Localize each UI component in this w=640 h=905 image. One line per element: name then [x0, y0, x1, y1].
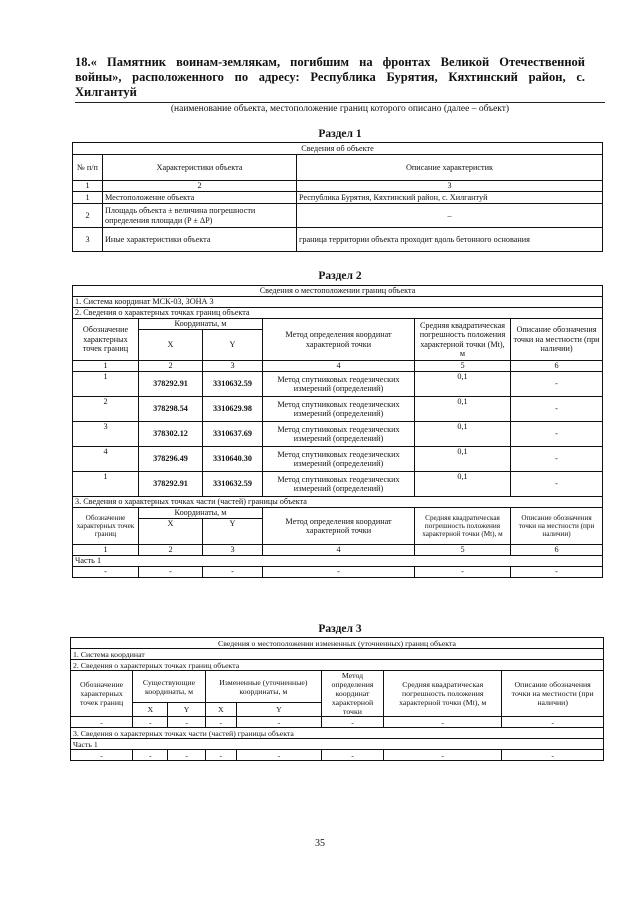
empty-cell: - [502, 717, 604, 728]
col-number: 1 [73, 361, 139, 372]
col-header-changed: Измененные (уточненные) координаты, м [205, 671, 321, 703]
empty-cell: - [236, 750, 321, 761]
row-characteristic: Местоположение объекта [103, 192, 297, 204]
col-header-desc: Описание обозначения точки на местности (при наличии) [511, 508, 603, 545]
col-header-point: Обозначение характерных точек границ [71, 671, 133, 717]
part-label: Часть 1 [71, 739, 604, 750]
point-id: 4 [73, 447, 139, 472]
col-number: 1 [73, 545, 139, 556]
point-desc: - [511, 372, 603, 397]
col-header-existing: Существующие координаты, м [133, 671, 206, 703]
page-number: 35 [315, 838, 325, 849]
col-number: 6 [511, 361, 603, 372]
point-desc: - [511, 422, 603, 447]
row-number: 1 [73, 192, 103, 204]
point-accuracy: 0,1 [415, 372, 511, 397]
col-number: 2 [139, 545, 203, 556]
empty-cell: - [73, 567, 139, 578]
empty-cell: - [71, 750, 133, 761]
row-number: 2 [73, 204, 103, 228]
col-header-accuracy: Средняя квадратическая погрешность положения характерной точки (Mt), м [384, 671, 502, 717]
section3-table-title: Сведения о местоположении измененных (уточненных) границ объекта [71, 638, 604, 649]
row-number: 3 [73, 228, 103, 252]
row-description: Республика Бурятия, Кяхтинский район, с. Хилгантуй [297, 192, 603, 204]
point-x: 378292.91 [139, 372, 203, 397]
section1-table-title: Сведения об объекте [73, 143, 603, 155]
col-number: 4 [263, 545, 415, 556]
col-header-method: Метод определения координат характерной точки [321, 671, 383, 717]
empty-cell: - [321, 717, 383, 728]
col-header-x: X [133, 703, 168, 717]
col-header-y: Y [203, 330, 263, 361]
point-y: 3310632.59 [203, 372, 263, 397]
heading-underline [75, 102, 605, 103]
empty-cell: - [168, 717, 205, 728]
point-id: 1 [73, 372, 139, 397]
coordinate-system: 1. Система координат МСК-03, ЗОНА 3 [73, 297, 603, 308]
empty-cell: - [139, 567, 203, 578]
point-accuracy: 0,1 [415, 422, 511, 447]
empty-cell: - [71, 717, 133, 728]
document-heading: 18.« Памятник воинам-землякам, погибшим на фронтах Великой Отечественной войны», расположенного по адресу: Республика Бурятия, Кяхтинский район, с. Хилгантуй [75, 55, 585, 99]
col-header-y: Y [236, 703, 321, 717]
table-row [73, 204, 603, 228]
empty-cell: - [321, 750, 383, 761]
table-row [73, 422, 603, 447]
col-number: 6 [511, 545, 603, 556]
col-header-x: X [205, 703, 236, 717]
section1-title: Раздел 1 [318, 128, 362, 140]
section2-table [72, 285, 603, 578]
parts-subheading: 3. Сведения о характерных точках части (частей) границы объекта [71, 728, 604, 739]
point-id: 2 [73, 397, 139, 422]
col-header-x: X [139, 330, 203, 361]
section3-title: Раздел 3 [318, 623, 362, 635]
point-y: 3310640.30 [203, 447, 263, 472]
point-accuracy: 0,1 [415, 472, 511, 497]
point-y: 3310629.98 [203, 397, 263, 422]
section2-table-title: Сведения о местоположении границ объекта [73, 286, 603, 297]
table-row [71, 750, 604, 761]
points-subheading: 2. Сведения о характерных точках границ объекта [71, 660, 604, 671]
point-accuracy: 0,1 [415, 397, 511, 422]
table-row [73, 472, 603, 497]
part-label: Часть 1 [73, 556, 603, 567]
point-y: 3310632.59 [203, 472, 263, 497]
col-header-desc: Описание обозначения точки на местности (при наличии) [511, 319, 603, 361]
point-y: 3310637.69 [203, 422, 263, 447]
point-desc: - [511, 472, 603, 497]
empty-cell: - [205, 717, 236, 728]
empty-cell: - [203, 567, 263, 578]
col-header-point: Обозначение характерных точек границ [73, 508, 139, 545]
coordinate-system: 1. Система координат [71, 649, 604, 660]
table-row [73, 447, 603, 472]
col-header-coords: Координаты, м [139, 319, 263, 330]
col-header-num: № п/п [73, 155, 103, 181]
col-header-method: Метод определения координат характерной точки [263, 319, 415, 361]
section3-table [70, 637, 604, 761]
empty-cell: - [236, 717, 321, 728]
row-characteristic: Иные характеристики объекта [103, 228, 297, 252]
empty-cell: - [384, 750, 502, 761]
point-method: Метод спутниковых геодезических измерений (определений) [263, 472, 415, 497]
table-row [71, 717, 604, 728]
col-number: 2 [139, 361, 203, 372]
empty-cell: - [502, 750, 604, 761]
point-method: Метод спутниковых геодезических измерений (определений) [263, 372, 415, 397]
empty-cell: - [205, 750, 236, 761]
table-row [73, 397, 603, 422]
section1-table [72, 142, 603, 252]
table-row [73, 372, 603, 397]
row-description: граница территории объекта проходит вдоль бетонного основания [297, 228, 603, 252]
col-number: 5 [415, 545, 511, 556]
point-method: Метод спутниковых геодезических измерений (определений) [263, 422, 415, 447]
point-x: 378302.12 [139, 422, 203, 447]
col-header-x: X [139, 519, 203, 545]
row-characteristic: Площадь объекта ± величина погрешности определения площади (P ± ΔP) [103, 204, 297, 228]
col-header-method: Метод определения координат характерной точки [263, 508, 415, 545]
empty-cell: - [133, 750, 168, 761]
empty-cell: - [511, 567, 603, 578]
points-subheading: 2. Сведения о характерных точках границ объекта [73, 308, 603, 319]
col-header-description: Описание характеристик [297, 155, 603, 181]
col-header-point: Обозначение характерных точек границ [73, 319, 139, 361]
col-header-y: Y [168, 703, 205, 717]
col-header-characteristic: Характеристики объекта [103, 155, 297, 181]
point-x: 378296.49 [139, 447, 203, 472]
col-header-accuracy: Средняя квадратическая погрешность положения характерной точки (Mt), м [415, 319, 511, 361]
empty-cell: - [263, 567, 415, 578]
col-number: 3 [203, 545, 263, 556]
point-desc: - [511, 447, 603, 472]
col-header-desc: Описание обозначения точки на местности (при наличии) [502, 671, 604, 717]
empty-cell: - [168, 750, 205, 761]
col-number: 3 [203, 361, 263, 372]
point-accuracy: 0,1 [415, 447, 511, 472]
col-number: 5 [415, 361, 511, 372]
row-description: – [297, 204, 603, 228]
col-number: 2 [103, 181, 297, 192]
heading-caption: (наименование объекта, местоположение границ которого описано (далее – объект) [170, 104, 510, 114]
col-header-accuracy: Средняя квадратическая погрешность положения характерной точки (Mt), м [415, 508, 511, 545]
point-x: 378292.91 [139, 472, 203, 497]
col-header-coords: Координаты, м [139, 508, 263, 519]
parts-subheading: 3. Сведения о характерных точках части (частей) границы объекта [73, 497, 603, 508]
empty-cell: - [415, 567, 511, 578]
empty-cell: - [133, 717, 168, 728]
point-id: 3 [73, 422, 139, 447]
point-method: Метод спутниковых геодезических измерений (определений) [263, 447, 415, 472]
point-x: 378298.54 [139, 397, 203, 422]
table-row [73, 228, 603, 252]
point-id: 1 [73, 472, 139, 497]
col-header-y: Y [203, 519, 263, 545]
point-method: Метод спутниковых геодезических измерений (определений) [263, 397, 415, 422]
col-number: 1 [73, 181, 103, 192]
col-number: 3 [297, 181, 603, 192]
table-row [73, 567, 603, 578]
point-desc: - [511, 397, 603, 422]
empty-cell: - [384, 717, 502, 728]
table-row [73, 192, 603, 204]
section2-title: Раздел 2 [318, 270, 362, 282]
col-number: 4 [263, 361, 415, 372]
